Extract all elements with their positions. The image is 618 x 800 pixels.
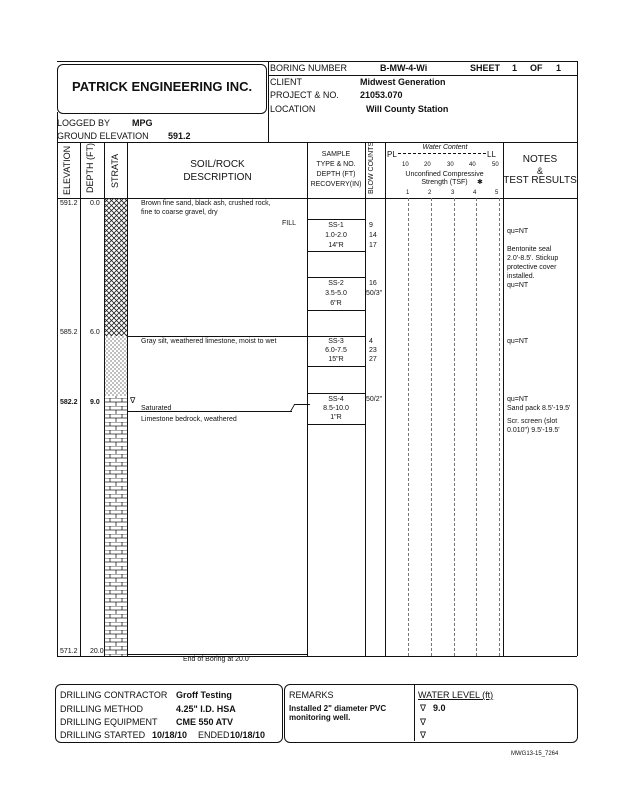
col-blow-counts: BLOW COUNTS (368, 141, 375, 194)
note-2e: qu=NT (507, 282, 529, 289)
wl-value-1: 9.0 (433, 703, 446, 713)
depth-row-1: 0.0 (90, 200, 100, 207)
location-value: Will County Station (366, 104, 449, 114)
strata-silt (104, 336, 127, 396)
col-notes-3: TEST RESULTS (503, 175, 577, 186)
scale-top-1: 10 (402, 162, 409, 168)
note-3: qu=NT (507, 338, 529, 345)
remarks-line-2: monitoring well. (289, 713, 351, 722)
col-pl: PL (387, 150, 397, 159)
sample-2-blow-1: 16 (369, 280, 377, 287)
client-label: CLIENT (270, 77, 303, 87)
ground-elevation-label: GROUND ELEVATION (57, 131, 149, 141)
scale-bottom-4: 4 (473, 190, 477, 196)
wl-symbol-1: ∇ (420, 703, 427, 713)
location-label: LOCATION (270, 104, 316, 114)
note-2a: Bentonite seal (507, 246, 552, 253)
started-label: DRILLING STARTED (60, 730, 146, 740)
col-soil-rock: SOIL/ROCK (190, 159, 245, 170)
note-2b: 2.0'-8.5'. Stickup (507, 255, 559, 262)
scale-top-3: 30 (447, 162, 454, 168)
wl-symbol-3: ∇ (420, 730, 427, 740)
sample-4-rec: 1"R (330, 414, 342, 421)
desc-end: End of Boring at 20.0' (183, 656, 251, 663)
scale-bottom-2: 2 (428, 190, 432, 196)
project-label: PROJECT & NO. (270, 90, 339, 100)
note-1: qu=NT (507, 228, 529, 235)
sample-1-blow-2: 14 (369, 232, 377, 239)
note-4b: Sand pack 8.5'-19.5' (507, 405, 571, 412)
scale-bottom-5: 5 (495, 190, 499, 196)
sheet-total: 1 (556, 63, 562, 73)
scale-bottom-3: 3 (451, 190, 455, 196)
col-notes-1: NOTES (522, 154, 558, 165)
sample-4-depth: 8.5-10.0 (323, 405, 349, 412)
method-label: DRILLING METHOD (60, 704, 144, 714)
sheet-number: 1 (512, 63, 518, 73)
sample-2-id: SS-2 (328, 280, 344, 287)
sample-1-blow-3: 17 (369, 242, 377, 249)
desc-fill-1: Brown fine sand, black ash, crushed rock, (141, 200, 271, 207)
desc-saturated: Saturated (141, 405, 172, 412)
wl-symbol-2: ∇ (420, 717, 427, 727)
col-unconfined: Unconfined Compressive (405, 171, 484, 178)
scale-bottom-1: 1 (406, 190, 410, 196)
strata-fill (104, 198, 127, 336)
sample-1-depth: 1.0-2.0 (325, 232, 347, 239)
col-notes-2: & (536, 166, 543, 176)
scale-top-4: 40 (469, 162, 476, 168)
ground-elevation-value: 591.2 (168, 131, 191, 141)
sample-2-depth: 3.5-5.0 (325, 290, 347, 297)
remarks-line-1: Installed 2" diameter PVC (289, 704, 387, 713)
sample-3-depth: 6.0-7.5 (325, 347, 347, 354)
equipment-value: CME 550 ATV (176, 717, 234, 727)
note-2d: installed. (507, 273, 535, 280)
note-4d: 0.010") 9.5'-19.5' (507, 427, 560, 434)
col-sample-3: DEPTH (FT) (316, 171, 356, 178)
ended-value: 10/18/10 (230, 730, 266, 740)
sample-3-rec: 15"R (328, 356, 344, 363)
logged-by-label: LOGGED BY (57, 118, 111, 128)
note-4c: Scr. screen (slot (507, 418, 558, 425)
desc-limestone: Limestone bedrock, weathered (141, 416, 237, 423)
col-strength: Strength (TSF) (421, 179, 468, 186)
logged-by-value: MPG (132, 118, 153, 128)
depth-row-2: 6.0 (90, 329, 100, 336)
pl-ll-scale (398, 153, 486, 160)
sample-1-rec: 14"R (328, 242, 344, 249)
note-2c: protective cover (507, 264, 557, 271)
col-water-content: Water Content (422, 144, 468, 151)
elev-row-3: 582.2 (60, 399, 78, 406)
col-description: DESCRIPTION (183, 172, 252, 183)
note-4a: qu=NT (507, 396, 529, 403)
col-ll: LL (487, 150, 496, 159)
contractor-value: Groff Testing (176, 690, 232, 700)
scale-top-5: 50 (492, 162, 499, 168)
desc-fill-label: FILL (282, 220, 297, 227)
desc-silt: Gray silt, weathered limestone, moist to wet (141, 338, 277, 345)
sheet-label: SHEET (470, 63, 501, 73)
project-number: 21053.070 (360, 90, 403, 100)
col-strength-star: ✱ (477, 179, 483, 186)
sample-3-blow-1: 4 (369, 338, 373, 345)
col-sample-4: RECOVERY(IN) (310, 181, 362, 188)
desc-fill-2: fine to coarse gravel, dry (141, 209, 218, 216)
col-sample-1: SAMPLE (321, 151, 351, 158)
ended-label: ENDED (198, 730, 230, 740)
sample-2-blow-2: 50/3" (366, 290, 383, 297)
boring-number-label: BORING NUMBER (270, 63, 348, 73)
col-depth: DEPTH (FT) (85, 143, 95, 193)
col-elevation: ELEVATION (62, 145, 72, 195)
sample-3-blow-3: 27 (369, 356, 377, 363)
water-level-symbol: ∇ (130, 396, 136, 405)
remarks-label: REMARKS (289, 690, 334, 700)
contractor-label: DRILLING CONTRACTOR (60, 690, 168, 700)
scale-top-2: 20 (424, 162, 431, 168)
depth-row-3: 9.0 (90, 399, 100, 406)
boring-number: B-MW-4-Wi (380, 63, 428, 73)
sample-1-id: SS-1 (328, 222, 344, 229)
sample-4-id: SS-4 (328, 396, 344, 403)
elev-row-2: 585.2 (60, 329, 78, 336)
strata-graphic (104, 198, 127, 656)
strata-limestone (104, 396, 127, 656)
sample-2-rec: 6"R (330, 300, 342, 307)
sample-4-blow-1: 50/2" (366, 396, 383, 403)
document-id: MWG13-15_7264 (511, 751, 559, 757)
equipment-label: DRILLING EQUIPMENT (60, 717, 158, 727)
sample-3-id: SS-3 (328, 338, 344, 345)
started-value: 10/18/10 (152, 730, 188, 740)
depth-row-4: 20.0 (90, 648, 104, 655)
company-name: PATRICK ENGINEERING INC. (72, 79, 253, 94)
sample-3-blow-2: 23 (369, 347, 377, 354)
sample-1-blow-1: 9 (369, 222, 373, 229)
client-value: Midwest Generation (360, 77, 446, 87)
col-sample-2: TYPE & NO. (316, 161, 356, 168)
of-label: OF (530, 63, 543, 73)
method-value: 4.25" I.D. HSA (176, 704, 236, 714)
water-level-label: WATER LEVEL (ft) (418, 690, 494, 700)
elev-row-4: 571.2 (60, 648, 78, 655)
col-strata: STRATA (110, 153, 120, 188)
elev-row-1: 591.2 (60, 200, 78, 207)
